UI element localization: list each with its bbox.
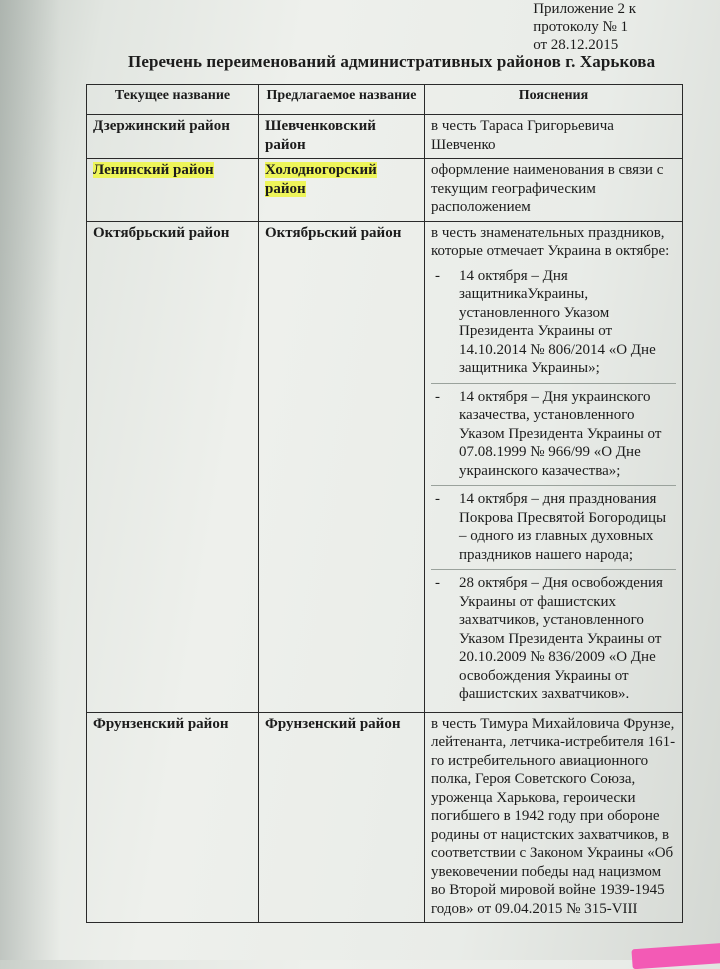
table-row — [87, 221, 683, 712]
list-item — [431, 388, 676, 487]
table-header-row — [87, 85, 683, 115]
dash-bullet-icon: - — [435, 491, 440, 507]
highlighted-text: Ленинский район — [93, 162, 214, 178]
appendix-reference — [533, 0, 636, 54]
table-row — [87, 712, 683, 923]
proposed-name-cell: Фрунзенский район — [259, 712, 425, 923]
dash-bullet-icon: - — [435, 267, 440, 284]
table-row — [87, 115, 683, 159]
proposed-name-cell: Октябрьский район — [259, 221, 425, 712]
holiday-text: 14 октября – Дня защитникаУкраины, установленного Указом Президента Украины от 14.10.2014 № 806/2014 «О Дне защитника Украины»; — [459, 267, 656, 376]
dash-bullet-icon: - — [435, 388, 440, 405]
current-name-cell: Октябрьский район — [87, 221, 259, 712]
proposed-name-cell: Шевченковский район — [259, 115, 425, 159]
note-intro: в честь знаменательных праздников, которые отмечает Украина в октябре: — [431, 224, 670, 259]
current-name-cell: Дзержинский район — [87, 115, 259, 159]
current-name-cell: Фрунзенский район — [87, 712, 259, 923]
holiday-text: 28 октября – Дня освобождения Украины от фашистских захватчиков, установленного Указом Президента Украины от 20.10.2009 № 836/2009 «О Дне освобождения Украины от фашистских захватчиков». — [459, 575, 663, 702]
list-item — [431, 574, 676, 704]
sticky-note-tab — [631, 943, 720, 969]
highlighted-text: Холодногорский район — [265, 162, 377, 197]
holiday-text: 14 октября – дня празднования Покрова Пресвятой Богородицы – одного из главных духовных праздников нашего народа; — [459, 491, 667, 563]
column-header-notes: Пояснения — [425, 85, 683, 115]
proposed-name-cell — [259, 159, 425, 222]
column-header-current: Текущее название — [87, 85, 259, 115]
document-title: Перечень переименований административных районов г. Харькова — [128, 52, 656, 71]
renaming-table — [86, 84, 683, 923]
current-name-cell — [87, 159, 259, 222]
note-cell — [425, 221, 683, 712]
page-shadow — [0, 0, 60, 960]
list-item — [431, 490, 676, 570]
note-cell: в честь Тимура Михайловича Фрунзе, лейтенанта, летчика-истребителя 161-го истребительного авиационного полка, Героя Советского Союза, уроженца Харькова, героически погибшего в 1942 году при обороне родины от нацистских захватчиков, в соответствии с Законом Украины «Об увековечении победы над нацизмом во Второй мировой войне 1939-1945 годов» от 09.04.2015 № 315-VIII — [425, 712, 683, 923]
appendix-line: от 28.12.2015 — [533, 37, 619, 53]
table-row-highlighted — [87, 159, 683, 222]
holiday-text: 14 октября – Дня украинского казачества, установленного Указом Президента Украины от 07.08.1999 № 966/99 «О Дне украинского казачества»; — [459, 388, 662, 479]
list-item — [431, 267, 676, 384]
column-header-proposed: Предлагаемое название — [259, 85, 425, 115]
note-cell: оформление наименования в связи с текущим географическим расположением — [425, 159, 683, 222]
holiday-list — [431, 267, 676, 704]
appendix-line: протоколу № 1 — [533, 19, 629, 35]
note-cell: в честь Тараса Григорьевича Шевченко — [425, 115, 683, 159]
appendix-line: Приложение 2 к — [533, 1, 636, 17]
dash-bullet-icon: - — [435, 575, 440, 591]
